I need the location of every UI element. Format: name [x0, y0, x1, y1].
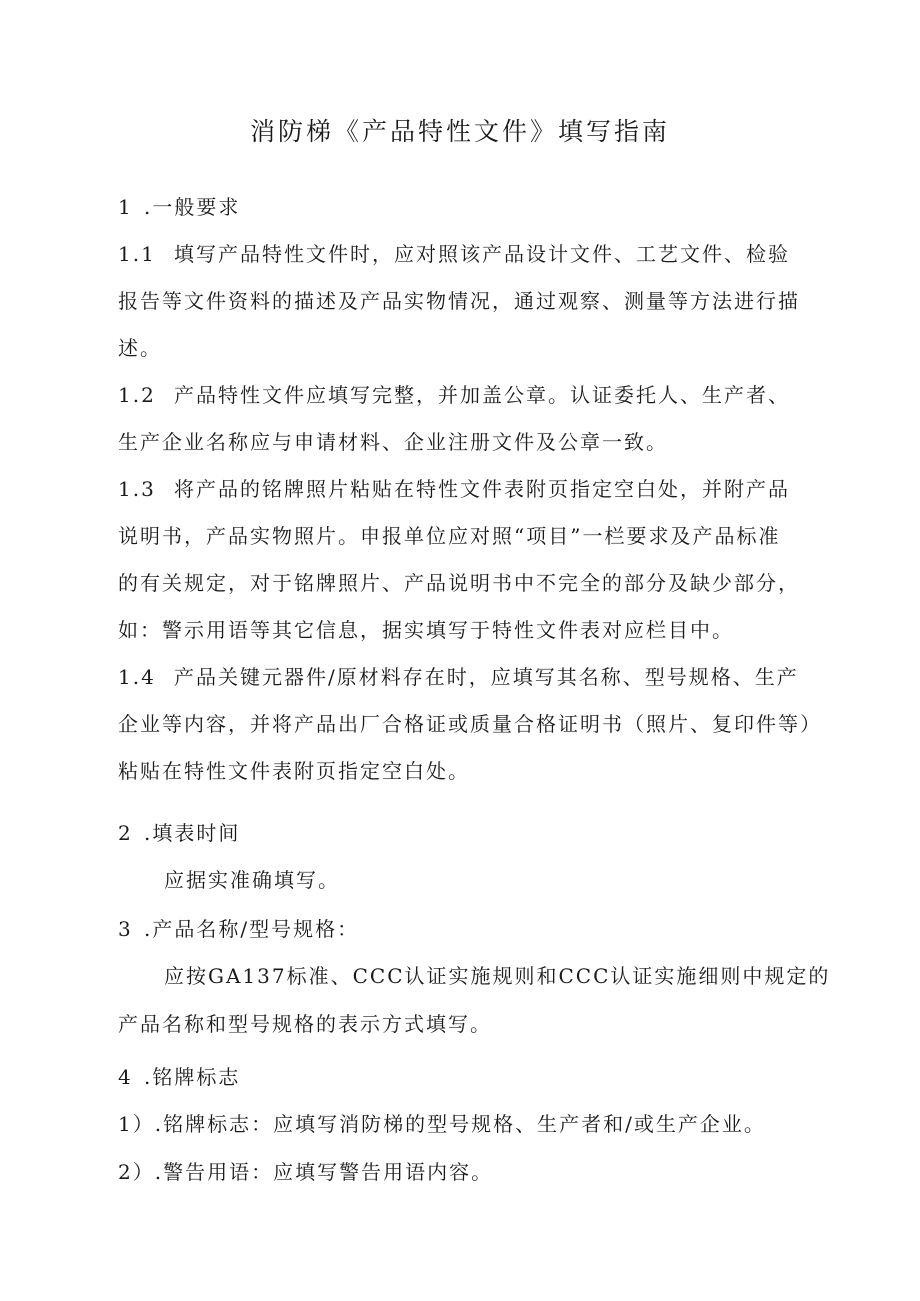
paragraph-line: 粘贴在特性文件表附页指定空白处。	[118, 759, 470, 783]
paragraph-line: 说明书，产品实物照片。申报单位应对照“项目”一栏要求及产品标准	[118, 524, 781, 548]
section-number: 1	[118, 195, 133, 219]
item-number: 1.2	[118, 383, 156, 407]
section-heading	[118, 184, 798, 231]
list-item: 2）.警告用语：应填写警告用语内容。	[118, 1160, 494, 1184]
section-1	[118, 184, 822, 795]
section-3	[118, 906, 831, 1048]
list-item: 1）.铭牌标志：应填写消防梯的型号规格、生产者和/或生产企业。	[118, 1112, 766, 1136]
paragraph-line: 应据实准确填写。	[164, 868, 340, 892]
section-title: .填表时间	[144, 821, 241, 845]
paragraph-line: 1.4 产品关键元器件/原材料存在时，应填写其名称、型号规格、生产	[118, 654, 798, 701]
paragraph-line: 如：警示用语等其它信息，据实填写于特性文件表对应栏目中。	[118, 618, 734, 642]
item-number: 1.3	[118, 477, 156, 501]
paragraph-line: 述。	[118, 336, 162, 360]
section-4	[118, 1054, 798, 1196]
item-number: 1.4	[118, 665, 156, 689]
section-heading	[118, 810, 798, 857]
section-title: .一般要求	[144, 195, 241, 219]
paragraph-line: 1.3 将产品的铭牌照片粘贴在特性文件表附页指定空白处，并附产品	[118, 466, 798, 513]
paragraph-line: 应按GA137标准、CCC认证实施规则和CCC认证实施细则中规定的	[164, 964, 831, 988]
paragraph-line: 生产企业名称应与申请材料、企业注册文件及公章一致。	[118, 430, 668, 454]
section-heading	[118, 906, 798, 953]
paragraph-line: 的有关规定，对于铭牌照片、产品说明书中不完全的部分及缺少部分，	[118, 571, 800, 595]
section-heading	[118, 1054, 798, 1101]
section-number: 2	[118, 821, 133, 845]
section-title: .产品名称/型号规格：	[144, 917, 360, 941]
paragraph-line: 产品名称和型号规格的表示方式填写。	[118, 1012, 492, 1036]
paragraph-line: 企业等内容，并将产品出厂合格证或质量合格证明书（照片、复印件等）	[118, 712, 822, 736]
section-title: .铭牌标志	[144, 1065, 241, 1089]
section-2	[118, 810, 798, 904]
paragraph-line: 报告等文件资料的描述及产品实物情况，通过观察、测量等方法进行描	[118, 289, 800, 313]
document-title: 消防梯《产品特性文件》填写指南	[249, 117, 670, 146]
item-number: 1.1	[118, 242, 156, 266]
paragraph-line: 1.2 产品特性文件应填写完整，并加盖公章。认证委托人、生产者、	[118, 372, 798, 419]
paragraph-line: 1.1 填写产品特性文件时，应对照该产品设计文件、工艺文件、检验	[118, 231, 798, 278]
section-number: 4	[118, 1065, 133, 1089]
section-number: 3	[118, 917, 133, 941]
